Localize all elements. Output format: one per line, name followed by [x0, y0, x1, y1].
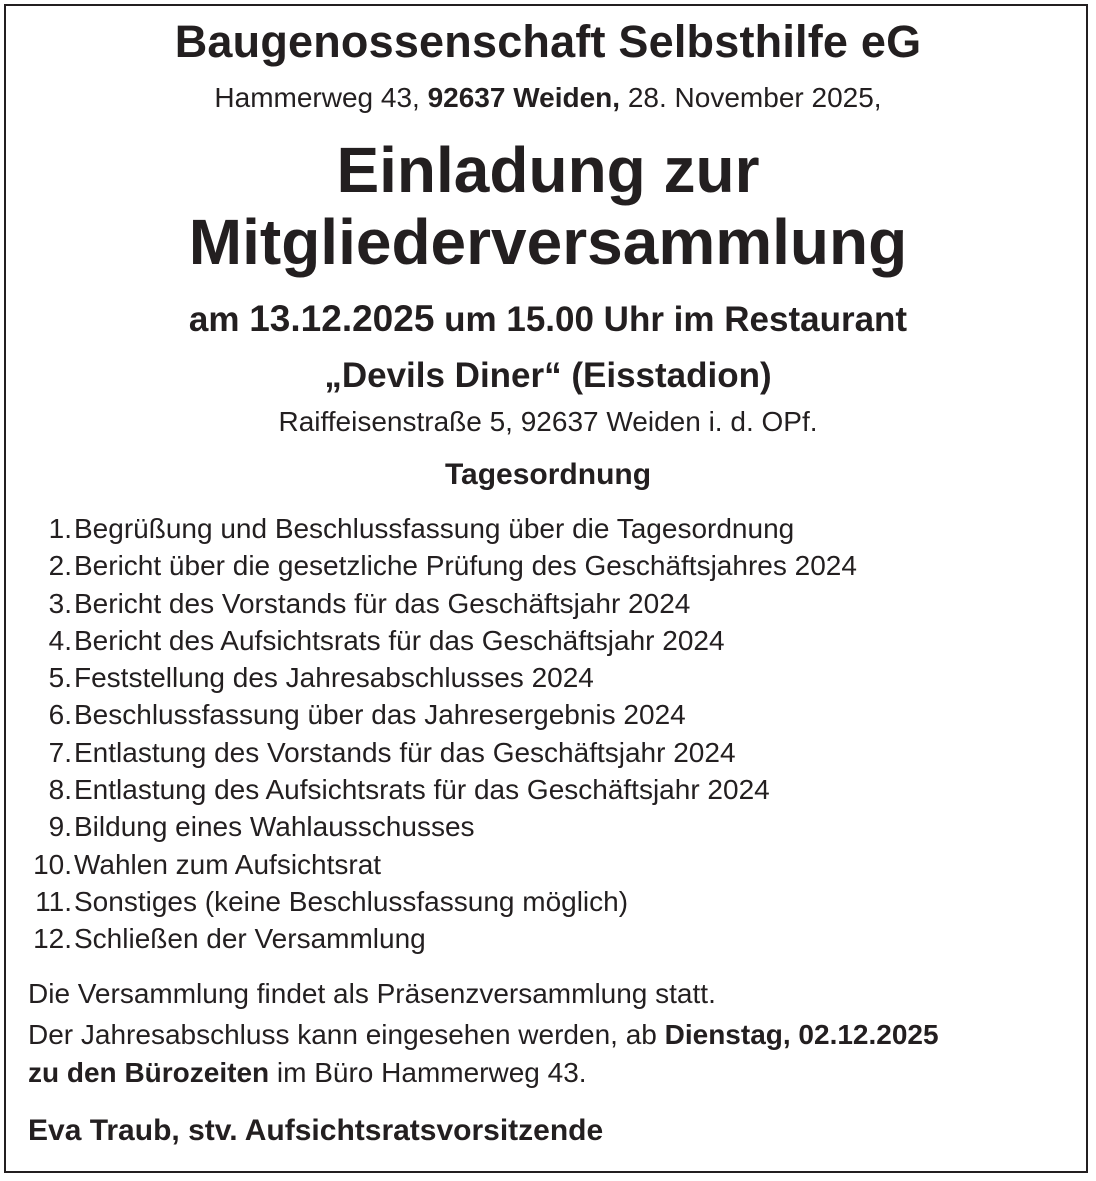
agenda-item-number: 2.	[48, 550, 72, 582]
title-line-1: Einladung zur	[336, 134, 760, 206]
agenda-item-text: Entlastung des Vorstands für das Geschäftsjahr 2024	[74, 736, 736, 768]
agenda-item-number: 9.	[48, 811, 72, 843]
agenda-item-text: Entlastung des Aufsichtsrats für das Geschäftsjahr 2024	[74, 774, 770, 806]
agenda-item-text: Sonstiges (keine Beschlussfassung möglich)	[74, 885, 629, 917]
agenda-item-text: Schließen der Versammlung	[74, 923, 426, 955]
event-when	[0, 298, 1096, 340]
agenda-item-text: Beschlussfassung über das Jahresergebnis 2024	[74, 699, 686, 731]
agenda-item	[28, 808, 1068, 845]
organization-name: Baugenossenschaft Selbsthilfe eG	[174, 16, 922, 67]
agenda-item-text: Begrüßung und Beschlussfassung über die Tagesordnung	[74, 513, 795, 544]
agenda-list	[28, 510, 1068, 958]
agenda-item	[28, 585, 1068, 622]
event-street: Raiffeisenstraße 5, 92637 Weiden i. d. OPf.	[278, 406, 818, 437]
agenda-item-text: Feststellung des Jahresabschlusses 2024	[74, 662, 594, 694]
agenda-item	[28, 771, 1068, 808]
invitation-title	[0, 134, 1096, 278]
agenda-item-number: 5.	[48, 662, 72, 694]
agenda-item	[28, 734, 1068, 771]
agenda-item	[28, 696, 1068, 733]
title-line-2: Mitgliederversammlung	[188, 206, 908, 278]
report-note	[28, 1016, 1078, 1092]
agenda-item-number: 3.	[48, 587, 72, 619]
report-prefix: Der Jahresabschluss kann eingesehen werden, ab	[28, 1019, 665, 1050]
agenda-item-number: 11.	[35, 885, 72, 917]
agenda-item-text: Bericht des Aufsichtsrats für das Geschäftsjahr 2024	[74, 624, 725, 656]
agenda-item-number: 12.	[33, 923, 72, 955]
event-venue: „Devils Diner“ (Eisstadion)	[324, 356, 772, 395]
report-hours: zu den Bürozeiten	[28, 1057, 270, 1088]
report-suffix: im Büro Hammerweg 43.	[269, 1057, 587, 1088]
agenda-item	[28, 659, 1068, 696]
address-date: 28. November 2025,	[620, 82, 882, 113]
presence-note: Die Versammlung findet als Präsenzversammlung statt.	[28, 978, 716, 1009]
address-city: 92637 Weiden,	[427, 82, 621, 113]
event-prefix: am	[188, 300, 250, 339]
signature: Eva Traub, stv. Aufsichtsratsvorsitzende	[28, 1114, 604, 1147]
agenda-heading: Tagesordnung	[444, 458, 652, 491]
event-date: 13.12.2025	[249, 298, 435, 339]
event-time-place: um 15.00 Uhr im Restaurant	[434, 300, 908, 339]
agenda-item-number: 10.	[33, 848, 72, 880]
agenda-item-number: 4.	[48, 624, 72, 656]
agenda-item-number: 1.	[48, 513, 72, 544]
agenda-item	[28, 920, 1068, 957]
address-street: Hammerweg 43,	[214, 82, 428, 113]
agenda-item	[28, 510, 1068, 547]
agenda-item-text: Bericht des Vorstands für das Geschäftsjahr 2024	[74, 587, 691, 619]
agenda-item-text: Bericht über die gesetzliche Prüfung des Geschäftsjahres 2024	[74, 550, 857, 582]
agenda-item-number: 6.	[48, 699, 72, 731]
agenda-item-text: Bildung eines Wahlausschusses	[74, 811, 475, 843]
agenda-item-number: 7.	[48, 736, 72, 768]
address-line	[0, 82, 1096, 114]
report-date: Dienstag, 02.12.2025	[664, 1019, 939, 1050]
agenda-item-number: 8.	[48, 774, 72, 806]
agenda-item	[28, 547, 1068, 584]
agenda-item	[28, 622, 1068, 659]
agenda-item-text: Wahlen zum Aufsichtsrat	[74, 848, 382, 880]
agenda-item	[28, 846, 1068, 883]
agenda-item	[28, 883, 1068, 920]
